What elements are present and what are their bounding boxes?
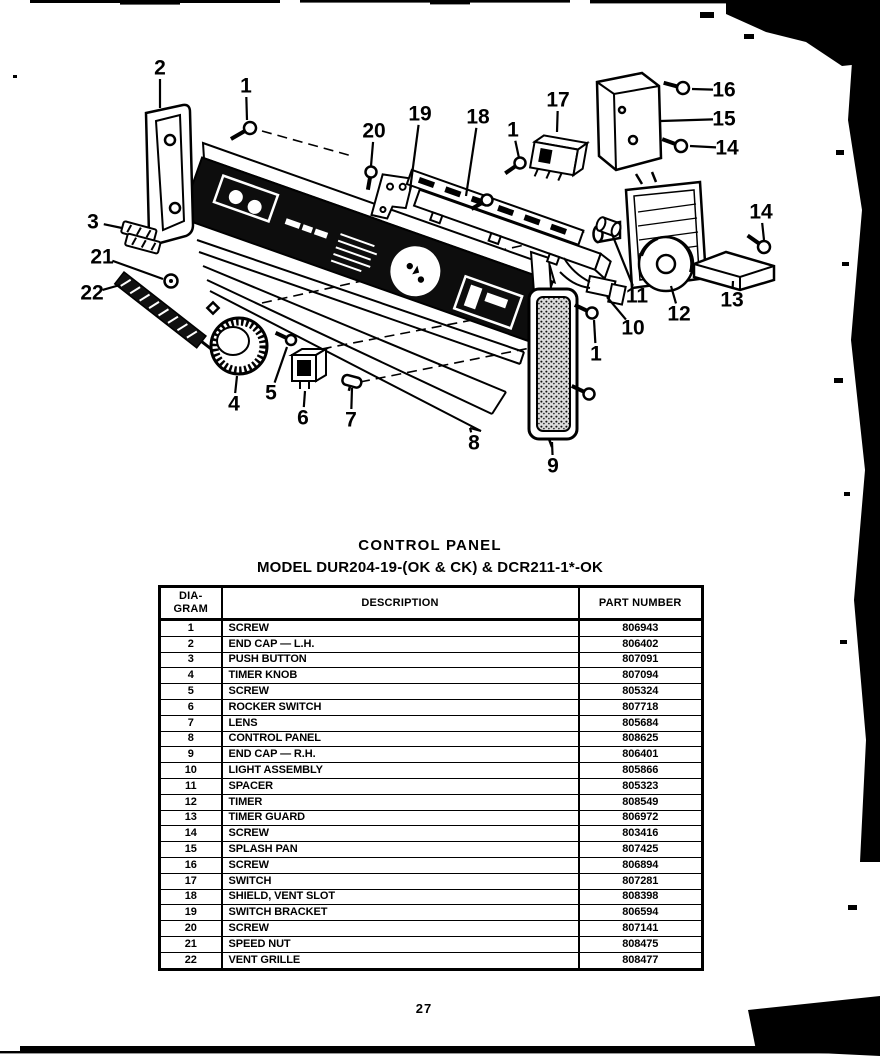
callout-leader-line xyxy=(692,89,713,90)
description-cell: LENS xyxy=(222,715,579,731)
callout-label: 7 xyxy=(345,408,357,432)
part-number-cell: 806401 xyxy=(579,747,703,763)
callout-leader-line xyxy=(103,285,120,290)
description-cell: VENT GRILLE xyxy=(222,952,579,969)
callout-label: 16 xyxy=(712,78,736,102)
callout-label: 1 xyxy=(507,118,519,142)
diagram-number-cell: 13 xyxy=(160,810,222,826)
part-number-cell: 808625 xyxy=(579,731,703,747)
description-cell: END CAP — R.H. xyxy=(222,747,579,763)
table-row xyxy=(160,842,703,858)
speed-nut-drawing xyxy=(165,275,178,288)
part-number-cell: 807718 xyxy=(579,699,703,715)
part-number-cell: 805866 xyxy=(579,763,703,779)
table-row xyxy=(160,889,703,905)
table-row xyxy=(160,620,703,637)
table-row xyxy=(160,731,703,747)
part-number-cell: 805323 xyxy=(579,778,703,794)
table-row xyxy=(160,794,703,810)
diagram-number-cell: 11 xyxy=(160,778,222,794)
callout-leader-line xyxy=(304,391,305,407)
description-cell: SPEED NUT xyxy=(222,936,579,952)
description-cell: SWITCH xyxy=(222,873,579,889)
table-row xyxy=(160,921,703,937)
diagram-number-cell: 15 xyxy=(160,842,222,858)
part-number-cell: 805684 xyxy=(579,715,703,731)
col-header-diagram-line2: GRAM xyxy=(173,603,208,615)
description-cell: TIMER xyxy=(222,794,579,810)
callout-leader-line xyxy=(104,224,122,228)
col-header-part-number: PART NUMBER xyxy=(579,587,703,620)
table-row xyxy=(160,684,703,700)
callout-leader-line xyxy=(552,442,553,455)
part-number-cell: 808475 xyxy=(579,936,703,952)
callout-label: 21 xyxy=(90,245,114,269)
table-row xyxy=(160,905,703,921)
part-number-cell: 808398 xyxy=(579,889,703,905)
end-cap-rh-drawing xyxy=(529,289,577,447)
callout-leader-line xyxy=(557,111,558,132)
timer-knob-drawing xyxy=(211,318,267,374)
callout-label: 3 xyxy=(87,210,99,234)
table-row xyxy=(160,873,703,889)
diagram-number-cell: 7 xyxy=(160,715,222,731)
end-cap-lh-drawing xyxy=(146,105,193,243)
callout-label: 15 xyxy=(712,107,736,131)
callout-label: 20 xyxy=(362,119,386,143)
table-row xyxy=(160,747,703,763)
table-row xyxy=(160,778,703,794)
part-number-cell: 807281 xyxy=(579,873,703,889)
callout-leader-line xyxy=(371,142,373,166)
col-header-diagram-line1: DIA- xyxy=(179,590,203,603)
description-cell: LIGHT ASSEMBLY xyxy=(222,763,579,779)
callout-label: 19 xyxy=(408,102,432,126)
diagram-number-cell: 9 xyxy=(160,747,222,763)
part-number-cell: 807091 xyxy=(579,652,703,668)
col-header-description: DESCRIPTION xyxy=(222,587,579,620)
diagram-number-cell: 21 xyxy=(160,936,222,952)
table-row xyxy=(160,668,703,684)
switch-drawing xyxy=(529,134,588,184)
callout-leader-line xyxy=(235,376,237,393)
part-number-cell: 806402 xyxy=(579,636,703,652)
timer-guard-drawing xyxy=(694,252,774,290)
description-cell: CONTROL PANEL xyxy=(222,731,579,747)
diagram-number-cell: 18 xyxy=(160,889,222,905)
page-number: 27 xyxy=(415,1001,433,1016)
part-number-cell: 807141 xyxy=(579,921,703,937)
diagram-title: CONTROL PANEL xyxy=(358,537,502,554)
callout-label: 10 xyxy=(621,316,645,340)
col-header-diagram xyxy=(160,587,222,620)
diagram-number-cell: 17 xyxy=(160,873,222,889)
diagram-number-cell: 22 xyxy=(160,952,222,969)
diagram-number-cell: 8 xyxy=(160,731,222,747)
callout-label: 2 xyxy=(154,56,166,80)
part-number-cell: 806972 xyxy=(579,810,703,826)
diagram-number-cell: 6 xyxy=(160,699,222,715)
description-cell: SCREW xyxy=(222,684,579,700)
description-cell: SCREW xyxy=(222,857,579,873)
table-row xyxy=(160,636,703,652)
callout-label: 14 xyxy=(749,200,773,224)
callout-leader-line xyxy=(351,388,352,409)
table-row xyxy=(160,826,703,842)
callout-label: 5 xyxy=(265,381,277,405)
callout-leader-line xyxy=(594,320,595,343)
diagram-number-cell: 1 xyxy=(160,620,222,637)
part-number-cell: 806894 xyxy=(579,857,703,873)
diagram-number-cell: 16 xyxy=(160,857,222,873)
callout-label: 1 xyxy=(240,74,252,98)
part-number-cell: 805324 xyxy=(579,684,703,700)
description-cell: SCREW xyxy=(222,921,579,937)
table-row xyxy=(160,763,703,779)
callout-label: 14 xyxy=(715,136,739,160)
parts-table xyxy=(158,585,704,971)
description-cell: END CAP — L.H. xyxy=(222,636,579,652)
table-row xyxy=(160,715,703,731)
description-cell: TIMER GUARD xyxy=(222,810,579,826)
part-number-cell: 806594 xyxy=(579,905,703,921)
diagram-number-cell: 20 xyxy=(160,921,222,937)
description-cell: SHIELD, VENT SLOT xyxy=(222,889,579,905)
description-cell: TIMER KNOB xyxy=(222,668,579,684)
callout-label: 11 xyxy=(625,284,649,308)
callout-label: 8 xyxy=(468,431,480,455)
rocker-switch-drawing xyxy=(292,349,326,389)
table-row xyxy=(160,857,703,873)
diagram-number-cell: 2 xyxy=(160,636,222,652)
table-row xyxy=(160,699,703,715)
callout-label: 18 xyxy=(466,105,490,129)
model-subtitle: MODEL DUR204-19-(OK & CK) & DCR211-1*-OK xyxy=(256,559,604,576)
callout-leader-line xyxy=(690,146,716,147)
diagram-number-cell: 3 xyxy=(160,652,222,668)
description-cell: PUSH BUTTON xyxy=(222,652,579,668)
description-cell: SPLASH PAN xyxy=(222,842,579,858)
table-row xyxy=(160,952,703,969)
table-row xyxy=(160,652,703,668)
part-number-cell: 808549 xyxy=(579,794,703,810)
splash-pan-drawing xyxy=(597,73,661,170)
diagram-number-cell: 14 xyxy=(160,826,222,842)
part-number-cell: 803416 xyxy=(579,826,703,842)
callout-label: 17 xyxy=(546,88,570,112)
description-cell: SPACER xyxy=(222,778,579,794)
callout-label: 13 xyxy=(720,288,744,312)
callout-label: 22 xyxy=(80,281,104,305)
callout-label: 4 xyxy=(228,392,240,416)
callout-leader-line xyxy=(515,141,519,158)
part-number-cell: 807094 xyxy=(579,668,703,684)
callout-leader-line xyxy=(762,223,764,240)
callout-label: 6 xyxy=(297,406,309,430)
description-cell: SCREW xyxy=(222,826,579,842)
part-number-cell: 806943 xyxy=(579,620,703,637)
parts-table-body xyxy=(160,620,703,970)
callout-leader-line xyxy=(275,347,287,383)
callout-leader-line xyxy=(466,128,476,196)
description-cell: ROCKER SWITCH xyxy=(222,699,579,715)
callout-label: 9 xyxy=(547,454,559,478)
table-row xyxy=(160,810,703,826)
table-header-row xyxy=(160,587,703,620)
part-number-cell: 807425 xyxy=(579,842,703,858)
callout-label: 12 xyxy=(667,302,691,326)
diagram-number-cell: 10 xyxy=(160,763,222,779)
callout-leader-line xyxy=(246,97,247,120)
part-number-cell: 808477 xyxy=(579,952,703,969)
title-block xyxy=(120,537,740,576)
diagram-number-cell: 4 xyxy=(160,668,222,684)
description-cell: SCREW xyxy=(222,620,579,637)
callout-leader-line xyxy=(661,119,713,121)
diagram-number-cell: 19 xyxy=(160,905,222,921)
diagram-number-cell: 12 xyxy=(160,794,222,810)
diagram-number-cell: 5 xyxy=(160,684,222,700)
description-cell: SWITCH BRACKET xyxy=(222,905,579,921)
table-row xyxy=(160,936,703,952)
callout-label: 1 xyxy=(590,342,602,366)
